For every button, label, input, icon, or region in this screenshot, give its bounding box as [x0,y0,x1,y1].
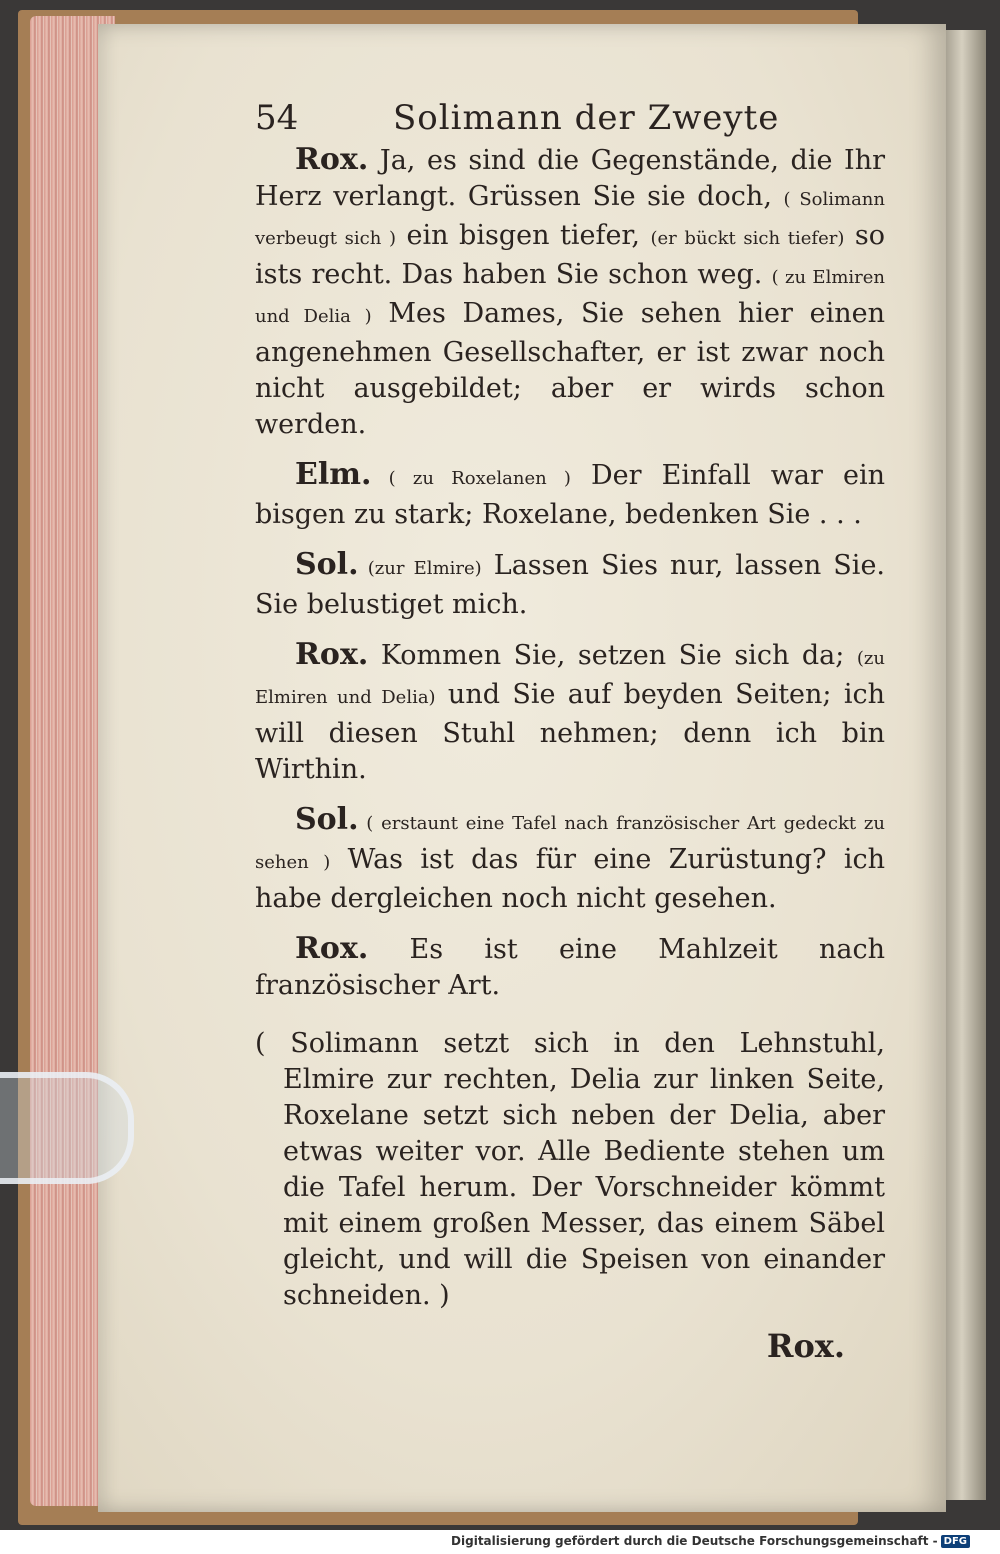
page-holder-clip [0,1072,134,1184]
footer [451,1534,970,1548]
catchword: Rox. [766,1327,845,1365]
inline-stage-direction: (er bückt sich tiefer) [650,228,845,249]
facing-page-edge [946,30,986,1500]
speech-text: Was ist das für eine Zurüstung? ich habe dergleichen noch nicht gesehen. [255,844,885,914]
speech-paragraph [255,457,885,533]
dfg-logo-icon: DFG [941,1535,970,1548]
inline-stage-direction: ( zu Roxelanen ) [371,468,571,489]
speech-text: Ja, es sind die Gegenstände, die Ihr Herz verlangt. Grüssen Sie sie doch, [255,145,885,212]
speech-text: Kommen Sie, setzen Sie sich da; [368,640,857,671]
speech-paragraph [255,547,885,623]
speaker-name: Rox. [295,931,369,966]
dialogue [255,142,885,1004]
inline-stage-direction: (zur Elmire) [358,558,482,579]
inline-stage-direction: ( Solimann verbeugt sich ) [255,189,885,249]
speech-text: Der Einfall war ein bisgen zu stark; Roxelane, bedenken Sie . . . [255,460,885,530]
speech-paragraph [255,802,885,917]
speaker-name: Rox. [295,637,369,672]
page-header [255,100,885,136]
inline-stage-direction: ( erstaunt eine Tafel nach französischer Art gedeckt zu sehen ) [255,813,885,873]
speech-paragraph [255,142,885,443]
speaker-name: Elm. [295,457,372,492]
speaker-name: Sol. [295,802,359,837]
speech-paragraph [255,637,885,788]
page-text [255,100,885,1364]
speech-text: so ists recht. Das haben Sie schon weg. [255,220,885,290]
page-number: 54 [255,98,299,138]
speech-text: Es ist eine Mahlzeit nach französischer Art. [255,934,885,1001]
speech-text: Lassen Sies nur, lassen Sie. Sie belustiget mich. [255,550,886,620]
running-head: Solimann der Zweyte [393,98,780,138]
inline-stage-direction: ( zu Elmiren und Delia ) [255,267,885,327]
speech-text: und Sie auf beyden Seiten; ich will diesen Stuhl nehmen; denn ich bin Wirthin. [255,679,886,785]
speaker-name: Sol. [295,547,359,582]
speaker-name: Rox. [295,142,369,177]
inline-stage-direction: (zu Elmiren und Delia) [255,648,885,708]
stage-direction: ( Solimann setzt sich in den Lehnstuhl, Elmire zur rechten, Delia zur linken Seite, Roxelane setzt sich neben der Delia, aber etwas weiter vor. Alle Bediente stehen um die Tafel herum. Der Vorschneider kömmt mit einem großen Messer, das einem Säbel gleicht, und will die Speisen von einander schneiden. ) [255,1028,885,1311]
speech-paragraph [255,931,885,1004]
speech-text: Mes Dames, Sie sehen hier einen angenehmen Gesellschafter, er ist zwar noch nicht ausgebildet; aber er wirds schon werden. [255,298,885,440]
speech-text: ein bisgen tiefer, [395,220,651,251]
footer-text: Digitalisierung gefördert durch die Deutsche Forschungsgemeinschaft - [451,1534,938,1548]
